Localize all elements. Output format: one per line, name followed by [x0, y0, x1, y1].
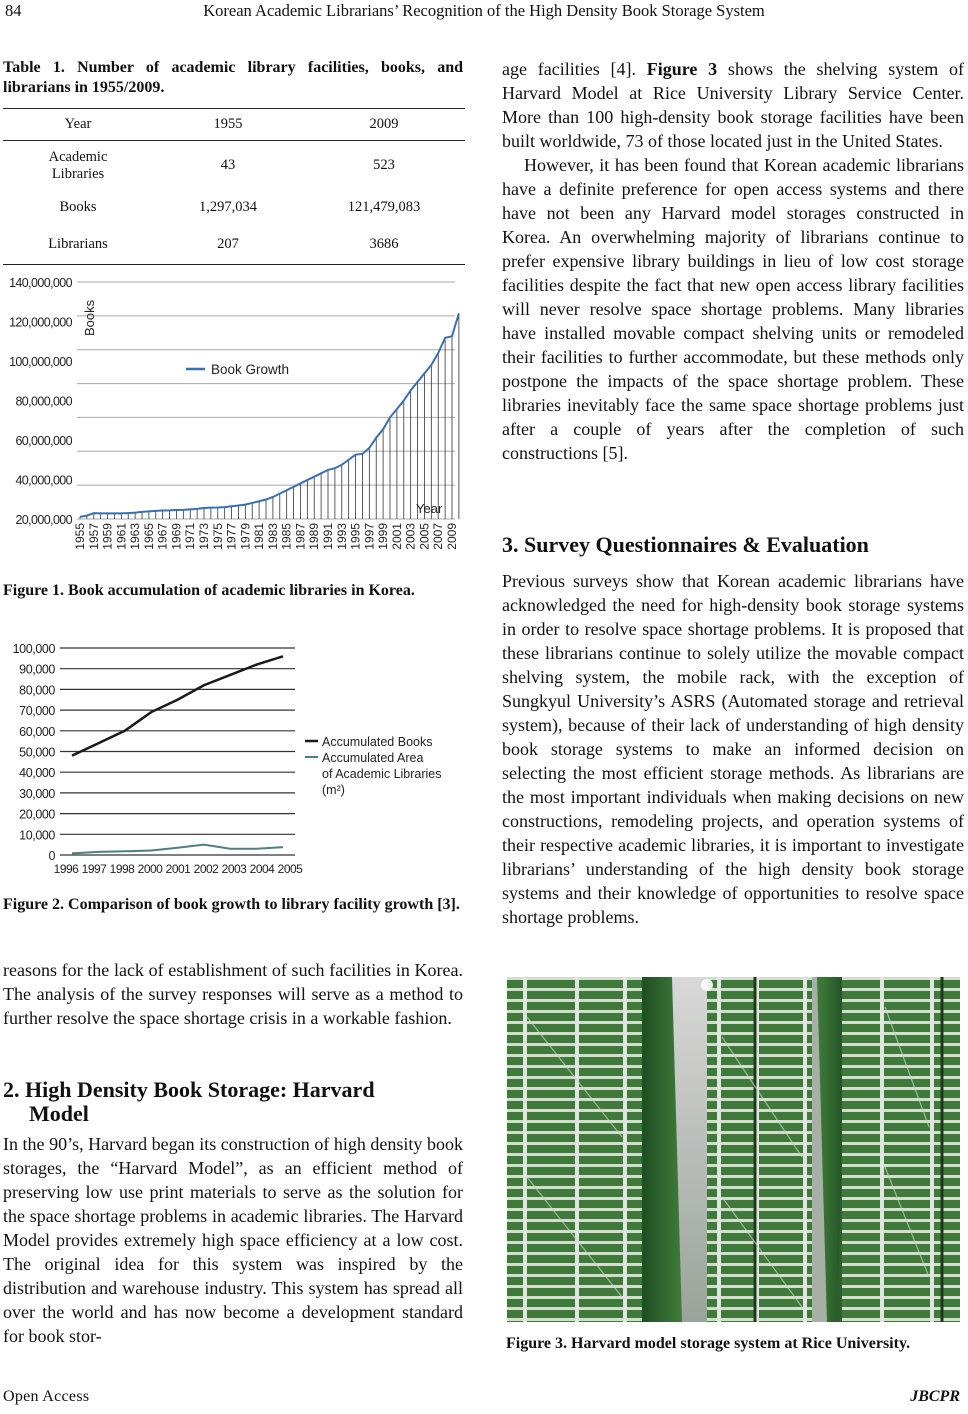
- svg-text:100,000,000: 100,000,000: [9, 355, 72, 369]
- svg-text:1971: 1971: [183, 523, 198, 550]
- table-row: [3, 141, 465, 191]
- table-header-row: [3, 109, 465, 141]
- svg-text:10,000: 10,000: [19, 828, 55, 843]
- data-table: [3, 108, 465, 265]
- column-header: Year: [64, 116, 92, 132]
- svg-text:Accumulated Books: Accumulated Books: [322, 735, 433, 749]
- svg-text:1961: 1961: [114, 523, 129, 550]
- book-growth-line-chart: [0, 270, 470, 570]
- svg-text:2004: 2004: [249, 862, 275, 876]
- svg-text:Year: Year: [416, 501, 443, 516]
- svg-text:1985: 1985: [279, 523, 294, 550]
- svg-text:80,000,000: 80,000,000: [15, 394, 72, 409]
- section-heading: 3. Survey Questionnaires & Evaluation: [502, 532, 869, 557]
- text-run: shows the shelving system of Harvard Model at Rice University Library Service Center. More than 100 high-density book storage facilities have been built worldwide, 73 of those located just in the United States.: [502, 59, 964, 151]
- svg-text:2003: 2003: [221, 862, 247, 876]
- section3-heading: [502, 533, 964, 557]
- table1-caption: Table 1. Number of academic library facilities, books, and librarians in 1955/2009.: [3, 59, 463, 96]
- svg-text:20,000,000: 20,000,000: [15, 513, 72, 527]
- paragraph: reasons for the lack of establishment of such facilities in Korea. The analysis of the survey responses will serve as a method to further resolve the space shortage crisis in a workable fashion.: [3, 960, 463, 1028]
- svg-text:2003: 2003: [403, 523, 418, 550]
- svg-text:1973: 1973: [197, 523, 211, 550]
- svg-text:50,000: 50,000: [19, 745, 55, 760]
- section2-body: [3, 1132, 463, 1348]
- svg-text:1989: 1989: [307, 523, 322, 550]
- svg-text:60,000: 60,000: [19, 724, 55, 739]
- running-title: Korean Academic Librarians’ Recognition of the High Density Book Storage System: [203, 1, 765, 20]
- paragraph: However, it has been found that Korean academic librarians have a definite preference for open access systems and there have not been any Harvard model storages constructed in Korea. An overwhelming majority of librarians continue to prefer expensive library buildings in lieu of low cost storage facilities despite the fact that new open access library facilities will never resolve space shortage problems. Many libraries have installed movable compact shelving units or remodeled their facilities to further accommodate, but these methods only postpone the impacts of the space shortage problem. These libraries inevitably face the same space shortage problems just after a couple of years after the completion of such constructions [5].: [502, 155, 964, 463]
- svg-text:1967: 1967: [155, 523, 170, 550]
- figure3-caption: Figure 3. Harvard model storage system at Rice University.: [506, 1335, 911, 1352]
- text-run: age facilities [4].: [502, 59, 647, 79]
- cell-value: 3686: [369, 235, 399, 252]
- svg-text:1969: 1969: [169, 523, 184, 550]
- figure1-chart: [0, 270, 470, 570]
- svg-text:2002: 2002: [193, 862, 219, 876]
- svg-text:2000: 2000: [137, 862, 163, 876]
- svg-text:Accumulated Area: Accumulated Area: [322, 751, 424, 765]
- svg-text:1955: 1955: [73, 523, 87, 550]
- svg-text:1975: 1975: [210, 523, 225, 550]
- heading-line: Model: [29, 1101, 89, 1126]
- paragraph: Previous surveys show that Korean academic librarians have acknowledged the need for high-density book storage systems in order to resolve space shortage problems. It is proposed that these librarians continue to solely utilize the movable compact shelving system, the mobile rack, with the exception of Sungkyul University’s ASRS (Automated storage and retrieval system), because of their lack of understanding of high density book storage systems to make an informed decision on selecting the most efficient storage methods. As librarians are the most important individuals when making decisions on new constructions, remodeling projects, and operation systems of their respective academic libraries, it is important to investigate librarians’ understanding of the high density book storage systems and their knowledge of opportunities to resolve space shortage problems.: [502, 571, 964, 927]
- row-label-line: Academic: [48, 148, 108, 165]
- svg-text:1999: 1999: [376, 523, 391, 550]
- svg-text:1959: 1959: [100, 523, 115, 550]
- column-header: 2009: [369, 116, 399, 132]
- svg-text:30,000: 30,000: [19, 786, 55, 801]
- svg-text:2005: 2005: [277, 862, 303, 876]
- svg-text:2001: 2001: [165, 862, 191, 876]
- svg-text:1993: 1993: [334, 523, 349, 550]
- svg-text:1996: 1996: [53, 862, 79, 876]
- svg-text:0: 0: [48, 849, 55, 863]
- svg-text:120,000,000: 120,000,000: [9, 315, 72, 330]
- column-header: 1955: [213, 116, 243, 132]
- svg-text:2005: 2005: [417, 523, 432, 550]
- page-footer: [0, 1388, 968, 1412]
- svg-text:1998: 1998: [109, 862, 135, 876]
- figure-reference: Figure 3: [646, 59, 718, 79]
- svg-text:1977: 1977: [224, 523, 239, 550]
- figure2-caption: Figure 2. Comparison of book growth to library facility growth [3].: [3, 896, 460, 913]
- running-header: [0, 0, 968, 26]
- svg-text:70,000: 70,000: [19, 704, 55, 719]
- open-access-label: Open Access: [3, 1388, 90, 1405]
- svg-text:1995: 1995: [348, 523, 363, 550]
- row-label-line: Libraries: [51, 165, 105, 182]
- svg-text:1983: 1983: [265, 523, 280, 550]
- svg-text:2007: 2007: [431, 523, 446, 550]
- comparison-line-chart: [0, 630, 470, 880]
- journal-abbrev: JBCPR: [910, 1388, 960, 1405]
- svg-text:60,000,000: 60,000,000: [15, 434, 72, 448]
- table-row: [3, 191, 465, 225]
- storage-shelving-photo: [507, 977, 960, 1322]
- svg-text:1991: 1991: [321, 523, 335, 550]
- svg-text:(m²): (m²): [322, 783, 345, 797]
- svg-text:Books: Books: [82, 299, 97, 336]
- row-label: Books: [59, 199, 97, 215]
- svg-text:1965: 1965: [141, 523, 156, 550]
- svg-text:1979: 1979: [238, 523, 253, 550]
- left-paragraph-continued: [3, 958, 463, 1030]
- section3-body: [502, 569, 964, 929]
- row-label: [3, 141, 153, 191]
- table-row: [3, 225, 465, 265]
- svg-text:1957: 1957: [86, 523, 101, 550]
- svg-text:1997: 1997: [362, 523, 377, 550]
- svg-text:90,000: 90,000: [19, 662, 55, 677]
- section-heading: [3, 1078, 463, 1126]
- svg-text:80,000: 80,000: [19, 683, 55, 698]
- cell-value: 207: [217, 235, 239, 252]
- svg-text:1987: 1987: [293, 523, 308, 550]
- svg-text:140,000,000: 140,000,000: [9, 276, 72, 290]
- svg-text:of Academic Libraries: of Academic Libraries: [322, 767, 442, 781]
- paragraph: [502, 57, 964, 153]
- section2-heading: [3, 1078, 463, 1126]
- svg-text:Book Growth: Book Growth: [211, 362, 290, 377]
- cell-value: 121,479,083: [347, 199, 421, 215]
- svg-text:40,000: 40,000: [19, 766, 55, 781]
- svg-text:100,000: 100,000: [12, 642, 55, 656]
- figure3-photo: [507, 977, 960, 1322]
- paragraph: In the 90’s, Harvard began its construction of high density book storages, the “Harvard Model”, as an efficient method of preserving low use print materials to serve as the solution for the space shortage problems in academic libraries. The Harvard Model provides extremely high space efficiency at a low cost. The original idea for this system was inspired by the distribution and warehouse industry. This system has spread all over the world and has now become a development standard for book stor-: [3, 1134, 463, 1346]
- svg-text:2009: 2009: [445, 523, 459, 550]
- table1: [3, 108, 465, 265]
- right-column-text: [502, 57, 964, 465]
- page-number: 84: [5, 1, 22, 20]
- heading-line: 2. High Density Book Storage: Harvard: [3, 1077, 375, 1102]
- cell-value: 43: [220, 157, 236, 174]
- svg-text:2001: 2001: [389, 523, 404, 550]
- figure1-caption: Figure 1. Book accumulation of academic libraries in Korea.: [3, 582, 415, 599]
- svg-text:20,000: 20,000: [19, 807, 55, 822]
- svg-text:1997: 1997: [81, 862, 107, 876]
- svg-text:1981: 1981: [252, 523, 267, 550]
- figure2-chart: [0, 630, 470, 880]
- svg-text:1963: 1963: [128, 523, 143, 550]
- cell-value: 1,297,034: [199, 199, 257, 215]
- svg-text:40,000,000: 40,000,000: [15, 473, 72, 488]
- cell-value: 523: [373, 157, 395, 174]
- row-label: Librarians: [48, 235, 108, 252]
